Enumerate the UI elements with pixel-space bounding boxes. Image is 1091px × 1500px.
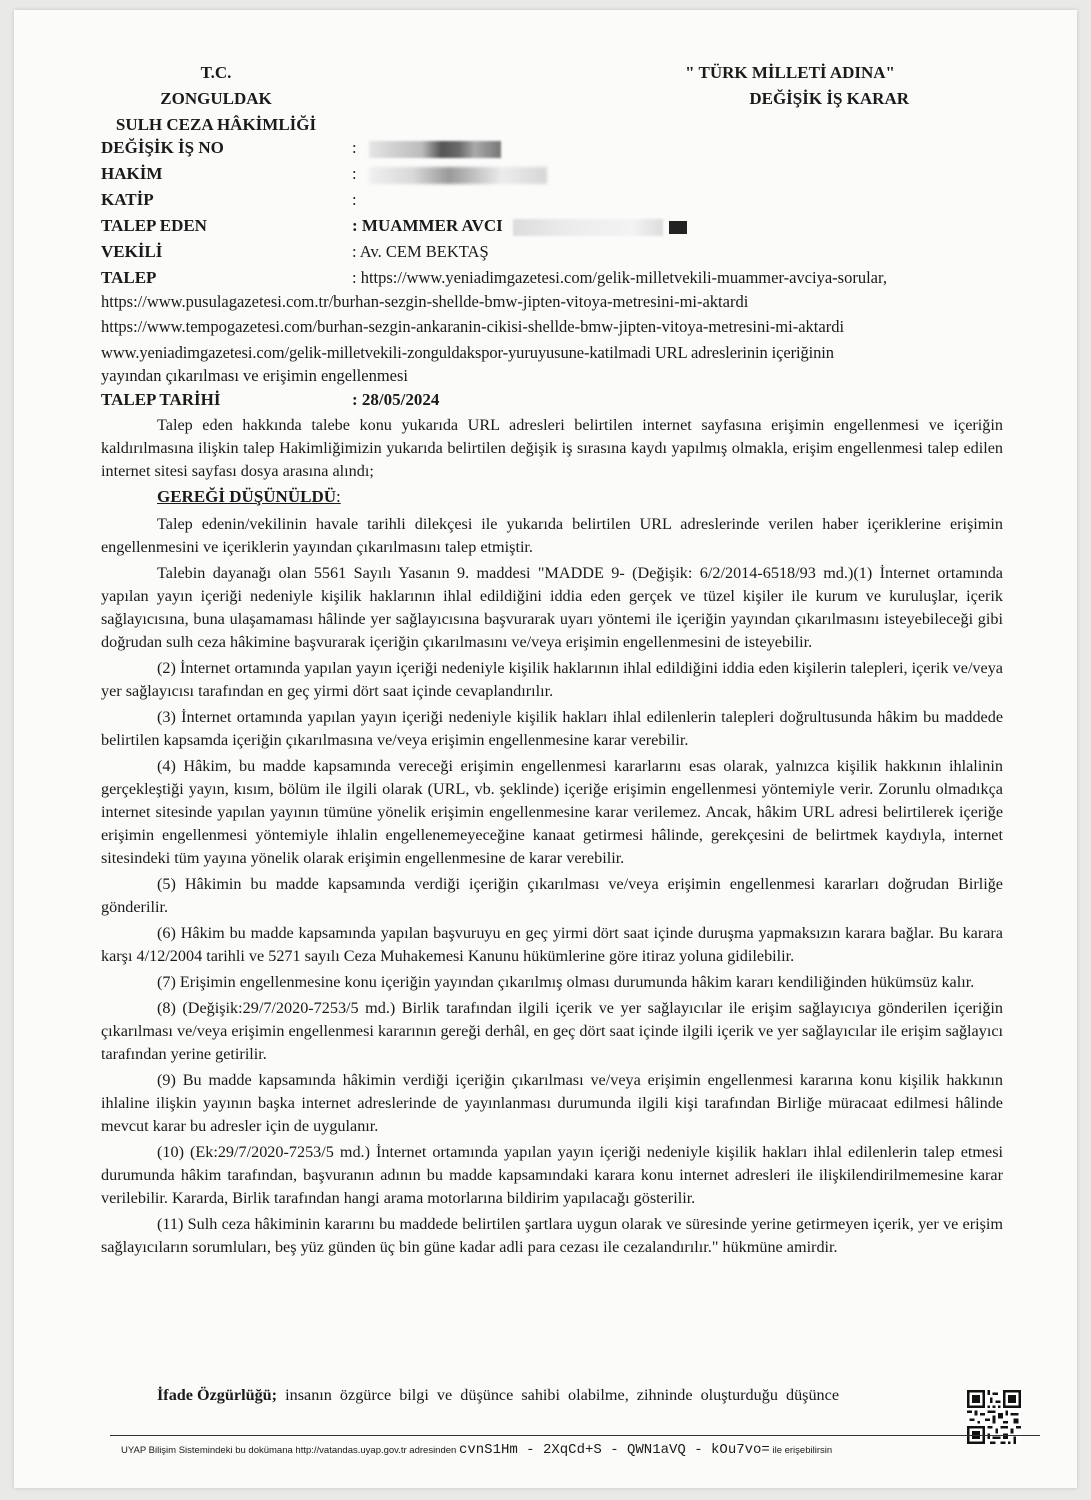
request-value: : https://www.yeniadimgazetesi.com/gelik-milletvekili-muammer-avciya-sorular, (352, 268, 887, 287)
request-date-label: TALEP TARİHİ (101, 390, 221, 409)
header-nation: " TÜRK MİLLETİ ADINA" (685, 63, 895, 82)
body-paragraph: (11) Sulh ceza hâkiminin kararını bu maddede belirtilen şartlara uygun olarak ve süresinde yerine getirmeyen içerik, yer ve erişim sağlayıcıların sorumluları, beş yüz günden üç bin güne kadar adli para cezası ile cezalandırılır." hükmüne amirdir. (101, 1215, 1003, 1256)
attorney-label: VEKİLİ (101, 242, 163, 261)
body-paragraph: Talep edenin/vekilinin havale tarihli dilekçesi ile yukarıda belirtilen URL adreslerinde verilen haber içeriklerine erişimin engellenmesini ve içeriklerin yayından çıkarılmasını talep etmiştir. (101, 515, 1003, 556)
case-no-value: : (352, 138, 501, 158)
body-paragraph: (10) (Ek:29/7/2020-7253/5 md.) İnternet ortamında yapılan yayın içeriği nedeniyle kişilik hakları ihlal edilenlerin talep etmesi durumunda hâkim tarafından, başvuranın adının bu madde kapsamındaki karara konu internet adresleri ile ilişkilendirilmemesine karar verilebilir. Kararda, Birlik tarafından hangi arama motorlarına bildirim yapılacağı gösterilir. (101, 1143, 1003, 1207)
document-code: cvnS1Hm - 2XqCd+S - QWN1aVQ - kOu7vo= (458, 1442, 770, 1458)
redaction-blur (513, 219, 663, 236)
applicant-label: TALEP EDEN (101, 216, 207, 235)
clerk-value: : (352, 190, 357, 209)
request-text-end: yayından çıkarılması ve erişimin engellenmesi (101, 366, 408, 385)
body-paragraph: Talebin dayanağı olan 5561 Sayılı Yasanın 9. maddesi "MADDE 9- (Değişik: 6/2/2014-6518/93 md.)(1) İnternet ortamında yapılan yayın içeriği nedeniyle kişilik haklarının ihlal edildiğini iddia eden gerçek ve tüzel kişiler ile kurum ve kuruluşlar, içerik sağlayıcısına, buna ulaşamaması hâlinde yer sağlayıcısına başvurarak uyarı yöntemi ile içeriğin yayından çıkarılmasını isteyebileceği gibi doğrudan sulh ceza hâkimine başvurarak içeriğin çıkarılmasını ve/veya erişimin engellenmesini de isteyebilir. (101, 564, 1003, 651)
court-header (92, 60, 340, 138)
body-paragraph: (3) İnternet ortamında yapılan yayın içeriği nedeniyle kişilik hakları ihlal edilenlerin talepleri doğrultusunda hâkim bu maddede belirtilen kapsamda içeriğin çıkarılmasına ve/veya erişimin engellenmesine karar verebilir. (101, 708, 1003, 749)
body-paragraph: (9) Bu madde kapsamında hâkimin verdiği içeriğin çıkarılması ve/veya erişimin engellenmesi kararına konu kişilik hakkının ihlaline ilişkin yayının başka internet adreslerinde de yayınlanması durumunda ilgili kişi tarafından Birliğe müracaat edilmesi hâlinde mevcut karar bu adresler için de uygulanır. (101, 1071, 1003, 1135)
decision-body (101, 513, 1003, 1260)
attorney-value: : Av. CEM BEKTAŞ (352, 242, 489, 261)
judge-value: : (352, 164, 547, 184)
body-paragraph: (6) Hâkim bu madde kapsamında yapılan başvuruyu en geç yirmi dört saat içinde duruşma yapmaksızın karara bağlar. Bu karara karşı 4/12/2004 tarihli ve 5271 sayılı Ceza Muhakemesi Kanunu hükümlerine göre itiraz yoluna gidilebilir. (101, 924, 1003, 965)
decision-header (614, 60, 909, 112)
request-url-4: www.yeniadimgazetesi.com/gelik-milletvekili-zonguldakspor-yuruyusune-katilmadi URL adreslerinin içeriğinin (101, 343, 834, 362)
intro-paragraph: Talep eden hakkında talebe konu yukarıda URL adresleri belirtilen internet sayfasına erişimin engellenmesi ve içeriğin kaldırılmasına ilişkin talep Hakimliğimizin yukarıda belirtilen değişik iş sırasına kaydı yapılmış olmakla, erişim engellenmesi talep edilen internet sitesi sayfası dosya arasına alındı; (101, 416, 1003, 480)
body-paragraph: (8) (Değişik:29/7/2020-7253/5 md.) Birlik tarafından ilgili içerik ve yer sağlayıcılar ile erişim sağlayıcıya gönderilen içeriğin çıkarılması ve/veya erişimin engellenmesi kararının gereği derhâl, en geç dört saat içinde ilgili içerik ve yer sağlayıcılar ile erişim sağlayıcı tarafından yerine getirilir. (101, 999, 1003, 1063)
request-date-value: : 28/05/2024 (352, 390, 440, 409)
footer-divider (110, 1435, 1040, 1436)
footer-prefix: UYAP Bilişim Sistemindeki bu dokümana http://vatandas.uyap.gov.tr adresinden (121, 1445, 457, 1456)
redaction-block (669, 221, 687, 234)
body-paragraph: (7) Erişimin engellenmesine konu içeriğin yayından çıkarılmış olması durumunda hâkim kararı kendiliğinden hükümsüz kalır. (157, 973, 975, 991)
redaction-blur (369, 167, 547, 184)
header-line-tc: T.C. (200, 63, 232, 82)
body-paragraph: (4) Hâkim, bu madde kapsamında vereceği erişimin engellenmesi kararlarını esas olarak, yalnızca kişilik hakkının ihlalinin gerçekleştiği yayın, kısım, bölüm ile ilgili olarak (URL, vb. şeklinde) içeriğe erişimin engellenmesi yöntemiyle verir. Zorunlu olmadıkça internet sitesinde yapılan yayının tümüne yönelik erişimin engellenmesine karar verilemez. Ancak, hâkim URL adresi belirtilerek içeriğe erişimin engellenmesi yöntemiyle ihlalin engellenemeyeceğine kanaat getirmesi hâlinde, gerekçesini de belirtmek kaydıyla, internet sitesindeki tüm yayına yönelik olarak erişimin engellenmesine de karar verebilir. (101, 757, 1003, 867)
freedom-of-expression-line: İfade Özgürlüğü; insanın özgürce bilgi ve düşünce sahibi olabilme, zihninde oluşturduğu düşünce (157, 1386, 840, 1404)
case-no-label: DEĞİŞİK İŞ NO (101, 138, 224, 157)
clerk-label: KATİP (101, 190, 154, 209)
footer-suffix: ile erişebilirsin (772, 1445, 833, 1456)
redaction-blur (369, 141, 501, 158)
request-url-2: https://www.pusulagazetesi.com.tr/burhan-sezgin-shellde-bmw-jipten-vitoya-metresini-mi-aktardi (101, 292, 749, 311)
considered-heading: GEREĞİ DÜŞÜNÜLDÜ: (157, 487, 341, 506)
header-line-city: ZONGULDAK (160, 89, 272, 108)
uyap-footer (121, 1442, 832, 1458)
body-paragraph: (2) İnternet ortamında yapılan yayın içeriği nedeniyle kişilik haklarının ihlal edildiğini iddia eden kişilerin talepleri, içerik ve/veya yer sağlayıcısı tarafından en geç yirmi dört saat içinde cevaplandırılır. (101, 659, 1003, 700)
intro-section (101, 414, 1003, 484)
applicant-value: : MUAMMER AVCI (352, 216, 687, 236)
judge-label: HAKİM (101, 164, 163, 183)
header-line-court: SULH CEZA HÂKİMLİĞİ (115, 115, 317, 134)
header-decision-type: DEĞİŞİK İŞ KARAR (749, 89, 909, 108)
request-url-3: https://www.tempogazetesi.com/burhan-sezgin-ankaranin-cikisi-shellde-bmw-jipten-vitoya-metresini-mi-aktardi (101, 317, 845, 336)
body-paragraph: (5) Hâkimin bu madde kapsamında verdiği içeriğin çıkarılması ve/veya erişimin engellenmesi kararları doğrudan Birliğe gönderilir. (101, 875, 1003, 916)
document-page (14, 10, 1077, 1488)
request-label: TALEP (101, 268, 157, 287)
